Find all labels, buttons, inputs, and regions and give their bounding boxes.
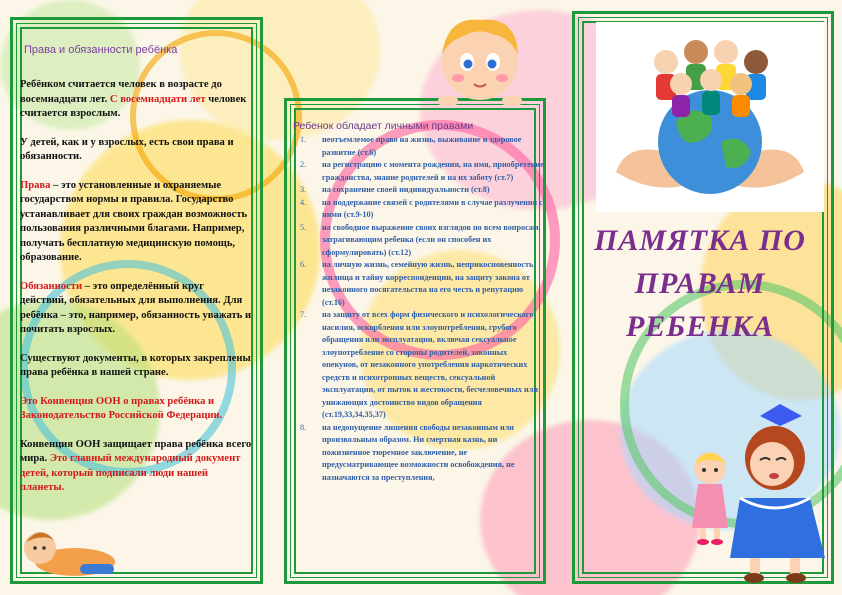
body-text: У детей, как и у взрослых, есть свои права и обязанности. <box>20 136 234 162</box>
list-item-number: 4. <box>300 197 307 207</box>
left-paragraph <box>20 78 252 122</box>
body-text: человек считается взрослым. <box>20 93 247 119</box>
boy-on-belly-illustration <box>20 520 120 582</box>
list-item-text: на регистрацию с момента рождения, на имя, приобретение гражданства, знание родителей и на их заботу (ст.7) <box>322 160 544 182</box>
body-text: – это установленные и охраняемые государством нормы и правила. Государство устанавливает для своих граждан возможность пользования различными благами. Например, получать бесплатную медицинскую помощь, образование. <box>20 179 248 263</box>
left-heading: Права и обязанности ребёнка <box>24 44 178 56</box>
baby-face-illustration <box>430 10 530 108</box>
list-item-number: 7. <box>300 310 307 319</box>
list-item-text: на защиту от всех форм физического и психологического насилия, оскорбления или злоупотребления, грубого обращения или эксплуатации, включая сексуальное злоупотребление со стороны родителей, законных опекунов, от незаконного употребления наркотических средств и психотропных веществ, сексуальной эксплуатации, от пыток и жестокости, бесчеловечных или унижающих достоинство видов обращения (ст.19,33,34,35,37) <box>322 310 539 419</box>
left-body-text <box>20 78 252 510</box>
rights-list-item <box>300 197 545 222</box>
left-paragraph <box>20 136 252 165</box>
list-item-text: на свободное выражение своих взглядов по всем вопросам, затрагивающим ребенка (если он способен их сформулировать) (ст.12) <box>322 222 541 257</box>
left-paragraph <box>20 280 252 338</box>
list-item-text: на поддержание связей с родителями в случае разлучения с ними (ст.9-10) <box>322 197 543 219</box>
rights-list-item <box>300 184 545 197</box>
body-text: Конвенция ООН защищает права ребёнка всего мира. <box>20 438 252 464</box>
rights-list-item <box>300 134 545 159</box>
rights-list-item <box>300 422 545 485</box>
highlight-text: Это главный международный документ детей, который подписали люди нашей планеты. <box>20 453 241 493</box>
rights-list-item <box>300 259 545 309</box>
left-paragraph <box>20 179 252 266</box>
list-item-text: на сохранение своей индивидуальности (ст.8) <box>322 185 490 194</box>
body-text: – это определённый круг действий, обязательных для выполнения. Для ребёнка – это, например, обязанность уважать и почитать взрослых. <box>20 280 252 335</box>
list-item-number: 5. <box>300 222 307 232</box>
left-paragraph <box>20 438 252 496</box>
crying-girl-illustration <box>680 398 830 584</box>
rights-list-item <box>300 159 545 184</box>
rights-list-item <box>300 309 545 422</box>
highlight-text: Это Конвенция ООН о правах ребёнка и Законодательство Российской Федерации. <box>20 395 223 421</box>
highlight-text: Права <box>20 179 51 191</box>
list-item-number: 1. <box>300 135 307 144</box>
rights-list-item <box>300 222 545 260</box>
middle-heading: Ребенок обладает личными правами <box>293 120 474 132</box>
list-item-number: 6. <box>300 260 307 269</box>
highlight-text: Обязанности <box>20 280 83 292</box>
children-globe-illustration <box>596 22 824 212</box>
title-line-1: ПАМЯТКА ПО <box>594 224 806 257</box>
list-item-text: неотъемлемое право на жизнь, выживание и здоровое развитие (ст.6) <box>322 135 522 157</box>
title-line-3: РЕБЕНКА <box>625 310 775 343</box>
title-line-2: ПРАВАМ <box>634 267 766 300</box>
body-text: Ребёнком считается человек в возрасте до восемнадцати лет. <box>20 79 222 105</box>
body-text: Существуют документы, в которых закреплены права ребёнка в нашей стране. <box>20 352 251 378</box>
left-paragraph <box>20 395 252 424</box>
list-item-number: 8. <box>300 422 307 432</box>
list-item-text: на личную жизнь, семейную жизнь, неприкосновенность жилища и тайну корреспонденции, на защиту закона от незаконного посягательства на его честь и репутацию (ст.16) <box>322 260 534 307</box>
highlight-text: С восемнадцати лет <box>109 93 206 105</box>
left-paragraph <box>20 352 252 381</box>
brochure-title <box>560 219 840 348</box>
rights-list <box>300 134 545 484</box>
list-item-number: 2. <box>300 160 307 169</box>
list-item-number: 3. <box>300 185 307 194</box>
list-item-text: на недопущение лишения свободы незаконным или произвольным образом. Ни смертная казнь, ни пожизненное тюремное заключение, не предусматривающее возможности освобождения, не назначаются за преступления, <box>322 422 515 482</box>
